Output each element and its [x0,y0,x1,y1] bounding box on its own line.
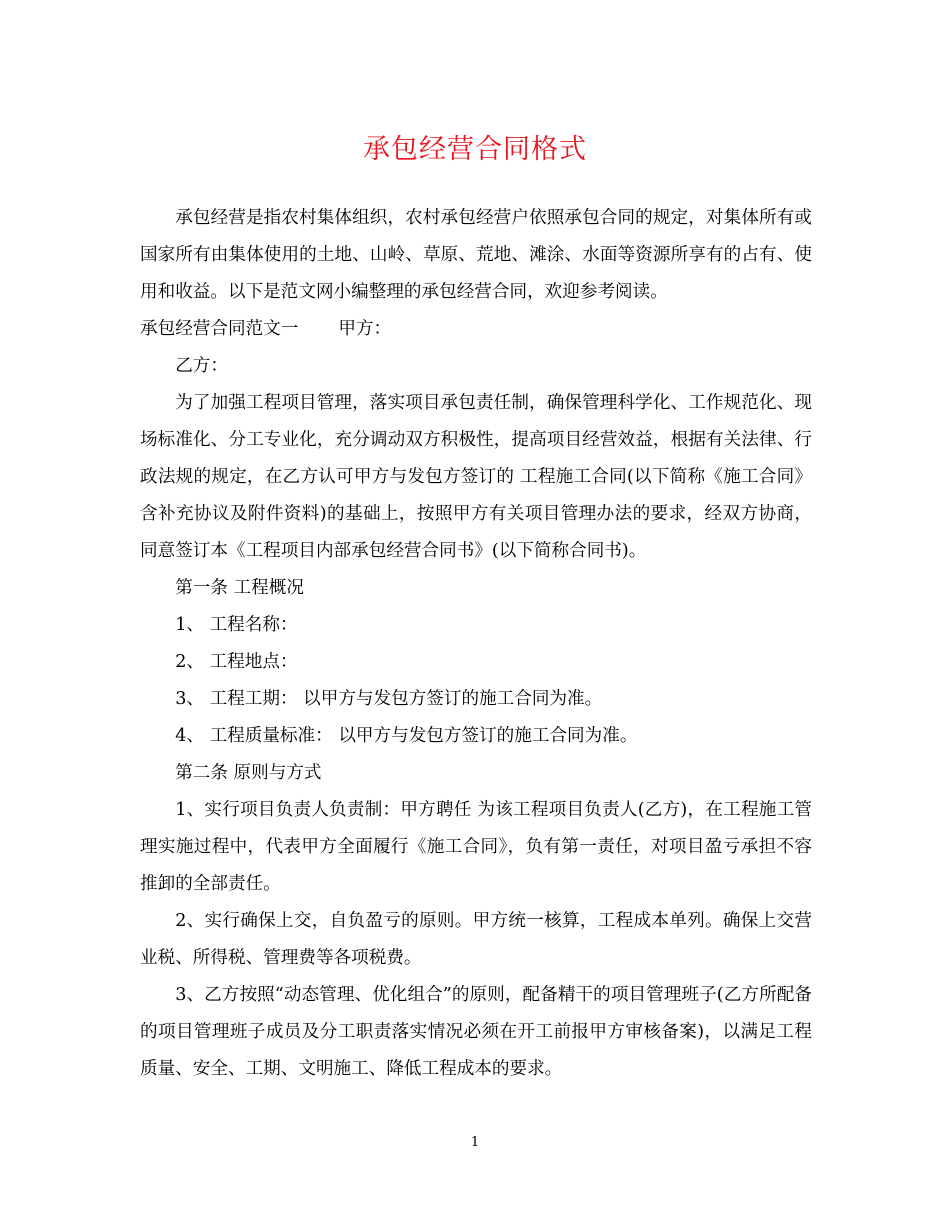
party-a-label: 甲方： [338,319,392,339]
preamble-paragraph: 为了加强工程项目管理，落实项目承包责任制，确保管理科学化、工作规范化、现场标准化、分工专业化，充分调动双方积极性，提高项目经营效益，根据有关法律、行政法规的规定，在乙方认可甲方与发包方签订的 工程施工合同(以下简称《施工合同》含补充协议及附件资料)的基础上，按照甲方有关项目管理办法的要求，经双方协商，同意签订本《工程项目内部承包经营合同书》(以下简称合同书)。 [140,393,812,561]
sample-heading-line [140,311,812,348]
document-title: 承包经营合同格式 [363,134,587,165]
article-1-item-project-location: 2、 工程地点： [175,652,298,672]
article-1-heading: 第一条 工程概况 [175,578,304,598]
page-number: 1 [470,1135,480,1150]
article-1-item-project-name: 1、 工程名称： [175,615,298,635]
article-2-paragraph-3: 3、乙方按照“动态管理、优化组合”的原则，配备精干的项目管理班子(乙方所配备的项目管理班子成员及分工职责落实情况必须在开工前报甲方审核备案)，以满足工程质量、安全、工期、文明施工、降低工程成本的要求。 [140,985,812,1079]
sample-heading: 承包经营合同范文一 [140,319,299,339]
document-body [140,200,812,1088]
article-2-heading: 第二条 原则与方式 [175,763,322,783]
party-b-label: 乙方： [175,356,228,376]
intro-paragraph: 承包经营是指农村集体组织，农村承包经营户依照承包合同的规定，对集体所有或国家所有由集体使用的土地、山岭、草原、荒地、滩涂、水面等资源所享有的占有、使用和收益。以下是范文网小编整理的承包经营合同，欢迎参考阅读。 [140,208,812,302]
article-1-item-quality-standard: 4、 工程质量标准： 以甲方与发包方签订的施工合同为准。 [175,726,638,746]
article-2-paragraph-2: 2、实行确保上交，自负盈亏的原则。甲方统一核算，工程成本单列。确保上交营业税、所得税、管理费等各项税费。 [140,911,812,968]
article-1-item-project-period: 3、 工程工期： 以甲方与发包方签订的施工合同为准。 [175,689,603,709]
article-2-paragraph-1: 1、实行项目负责人负责制：甲方聘任 为该工程项目负责人(乙方)，在工程施工管理实施过程中，代表甲方全面履行《施工合同》，负有第一责任，对项目盈亏承担不容推卸的全部责任。 [140,800,812,894]
